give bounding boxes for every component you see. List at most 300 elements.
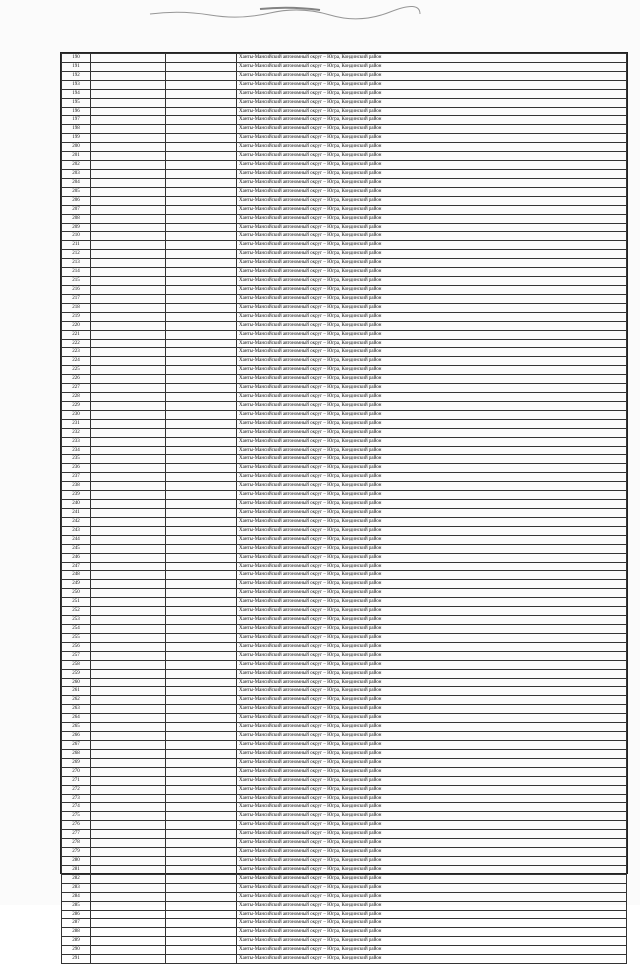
- address-cell: Ханты-Мансийский автономный округ – Югра, Кондинский район: [237, 848, 627, 857]
- cadastral-number-cell: [91, 259, 166, 268]
- row-number: 261: [62, 687, 91, 696]
- table-row: [62, 223, 627, 232]
- cadastral-number-cell: [166, 562, 237, 571]
- row-number: 279: [62, 848, 91, 857]
- table-row: [62, 169, 627, 178]
- cadastral-number-cell: [166, 419, 237, 428]
- address-cell: Ханты-Мансийский автономный округ – Югра, Кондинский район: [237, 723, 627, 732]
- address-cell: Ханты-Мансийский автономный округ – Югра, Кондинский район: [237, 446, 627, 455]
- address-cell: Ханты-Мансийский автономный округ – Югра, Кондинский район: [237, 107, 627, 116]
- address-cell: Ханты-Мансийский автономный округ – Югра, Кондинский район: [237, 196, 627, 205]
- address-cell: Ханты-Мансийский автономный округ – Югра, Кондинский район: [237, 312, 627, 321]
- table-row: [62, 107, 627, 116]
- cadastral-number-cell: [166, 393, 237, 402]
- table-row: [62, 205, 627, 214]
- row-number: 268: [62, 749, 91, 758]
- address-cell: Ханты-Мансийский автономный округ – Югра, Кондинский район: [237, 910, 627, 919]
- cadastral-number-cell: [91, 517, 166, 526]
- cadastral-number-cell: [91, 607, 166, 616]
- address-cell: Ханты-Мансийский автономный округ – Югра, Кондинский район: [237, 883, 627, 892]
- cadastral-number-cell: [166, 401, 237, 410]
- address-cell: Ханты-Мансийский автономный округ – Югра, Кондинский район: [237, 152, 627, 161]
- table-row: [62, 874, 627, 883]
- address-cell: Ханты-Мансийский автономный округ – Югра, Кондинский район: [237, 455, 627, 464]
- address-cell: Ханты-Мансийский автономный округ – Югра, Кондинский район: [237, 580, 627, 589]
- address-cell: Ханты-Мансийский автономный округ – Югра, Кондинский район: [237, 812, 627, 821]
- address-cell: Ханты-Мансийский автономный округ – Югра, Кондинский район: [237, 830, 627, 839]
- cadastral-number-cell: [91, 580, 166, 589]
- table-row: [62, 330, 627, 339]
- table-row: [62, 535, 627, 544]
- cadastral-number-cell: [166, 856, 237, 865]
- cadastral-number-cell: [166, 633, 237, 642]
- cadastral-number-cell: [91, 384, 166, 393]
- row-number: 207: [62, 205, 91, 214]
- cadastral-number-cell: [166, 517, 237, 526]
- cadastral-number-cell: [166, 812, 237, 821]
- cadastral-number-cell: [91, 633, 166, 642]
- cadastral-number-cell: [91, 785, 166, 794]
- cadastral-number-cell: [91, 500, 166, 509]
- row-number: 248: [62, 571, 91, 580]
- address-cell: Ханты-Мансийский автономный округ – Югра, Кондинский район: [237, 437, 627, 446]
- cadastral-number-cell: [166, 321, 237, 330]
- cadastral-number-cell: [91, 598, 166, 607]
- table-row: [62, 776, 627, 785]
- row-number: 193: [62, 80, 91, 89]
- address-cell: Ханты-Мансийский автономный округ – Югра, Кондинский район: [237, 937, 627, 946]
- cadastral-number-cell: [166, 848, 237, 857]
- address-cell: Ханты-Мансийский автономный округ – Югра, Кондинский район: [237, 919, 627, 928]
- row-number: 259: [62, 669, 91, 678]
- cadastral-number-cell: [166, 294, 237, 303]
- cadastral-number-cell: [91, 241, 166, 250]
- table-row: [62, 705, 627, 714]
- row-number: 198: [62, 125, 91, 134]
- cadastral-number-cell: [166, 375, 237, 384]
- cadastral-number-cell: [166, 821, 237, 830]
- cadastral-number-cell: [166, 366, 237, 375]
- table-row: [62, 277, 627, 286]
- cadastral-number-cell: [91, 375, 166, 384]
- table-row: [62, 89, 627, 98]
- address-cell: Ханты-Мансийский автономный округ – Югра, Кондинский район: [237, 562, 627, 571]
- row-number: 253: [62, 616, 91, 625]
- table-row: [62, 116, 627, 125]
- table-row: [62, 366, 627, 375]
- address-cell: Ханты-Мансийский автономный округ – Югра, Кондинский район: [237, 740, 627, 749]
- cadastral-number-cell: [166, 410, 237, 419]
- cadastral-number-cell: [91, 732, 166, 741]
- table-row: [62, 473, 627, 482]
- cadastral-number-cell: [91, 366, 166, 375]
- cadastral-number-cell: [91, 544, 166, 553]
- cadastral-number-cell: [91, 625, 166, 634]
- table-row: [62, 357, 627, 366]
- cadastral-number-cell: [166, 785, 237, 794]
- cadastral-number-cell: [166, 678, 237, 687]
- row-number: 210: [62, 232, 91, 241]
- cadastral-number-cell: [166, 339, 237, 348]
- table-row: [62, 723, 627, 732]
- table-row: [62, 187, 627, 196]
- address-cell: Ханты-Мансийский автономный округ – Югра, Кондинский район: [237, 401, 627, 410]
- cadastral-number-cell: [91, 232, 166, 241]
- cadastral-number-cell: [166, 580, 237, 589]
- cadastral-number-cell: [91, 214, 166, 223]
- table-row: [62, 696, 627, 705]
- row-number: 234: [62, 446, 91, 455]
- row-number: 203: [62, 169, 91, 178]
- address-cell: Ханты-Мансийский автономный округ – Югра, Кондинский район: [237, 874, 627, 883]
- cadastral-number-cell: [166, 330, 237, 339]
- cadastral-number-cell: [166, 196, 237, 205]
- cadastral-number-cell: [166, 625, 237, 634]
- cadastral-number-cell: [166, 705, 237, 714]
- address-cell: Ханты-Мансийский автономный округ – Югра, Кондинский район: [237, 794, 627, 803]
- table-row: [62, 384, 627, 393]
- cadastral-number-cell: [91, 669, 166, 678]
- address-cell: Ханты-Мансийский автономный округ – Югра, Кондинский район: [237, 642, 627, 651]
- table-row: [62, 125, 627, 134]
- address-cell: Ханты-Мансийский автономный округ – Югра, Кондинский район: [237, 758, 627, 767]
- cadastral-number-cell: [166, 571, 237, 580]
- cadastral-number-cell: [91, 277, 166, 286]
- cadastral-number-cell: [91, 562, 166, 571]
- table-row: [62, 294, 627, 303]
- row-number: 232: [62, 428, 91, 437]
- row-number: 286: [62, 910, 91, 919]
- cadastral-number-cell: [91, 642, 166, 651]
- row-number: 217: [62, 294, 91, 303]
- row-number: 267: [62, 740, 91, 749]
- table-row: [62, 303, 627, 312]
- cadastral-number-cell: [166, 696, 237, 705]
- cadastral-number-cell: [166, 89, 237, 98]
- address-cell: Ханты-Мансийский автономный округ – Югра, Кондинский район: [237, 205, 627, 214]
- table-row: [62, 62, 627, 71]
- address-cell: Ханты-Мансийский автономный округ – Югра, Кондинский район: [237, 116, 627, 125]
- table-row: [62, 71, 627, 80]
- row-number: 255: [62, 633, 91, 642]
- address-cell: Ханты-Мансийский автономный округ – Югра, Кондинский район: [237, 375, 627, 384]
- cadastral-number-cell: [166, 464, 237, 473]
- cadastral-number-cell: [166, 357, 237, 366]
- row-number: 206: [62, 196, 91, 205]
- row-number: 218: [62, 303, 91, 312]
- row-number: 238: [62, 482, 91, 491]
- scan-artifact: [150, 6, 420, 20]
- row-number: 280: [62, 856, 91, 865]
- row-number: 209: [62, 223, 91, 232]
- address-cell: Ханты-Мансийский автономный округ – Югра, Кондинский район: [237, 473, 627, 482]
- address-cell: Ханты-Мансийский автономный округ – Югра, Кондинский район: [237, 651, 627, 660]
- row-number: 227: [62, 384, 91, 393]
- address-cell: Ханты-Мансийский автономный округ – Югра, Кондинский район: [237, 419, 627, 428]
- row-number: 290: [62, 946, 91, 955]
- row-number: 246: [62, 553, 91, 562]
- table-row: [62, 553, 627, 562]
- cadastral-number-cell: [91, 928, 166, 937]
- table-row: [62, 580, 627, 589]
- cadastral-number-cell: [91, 205, 166, 214]
- cadastral-number-cell: [166, 732, 237, 741]
- row-number: 220: [62, 321, 91, 330]
- cadastral-number-cell: [91, 553, 166, 562]
- cadastral-number-cell: [91, 848, 166, 857]
- table-row: [62, 500, 627, 509]
- table-row: [62, 848, 627, 857]
- table-row: [62, 794, 627, 803]
- address-cell: Ханты-Мансийский автономный округ – Югра, Кондинский район: [237, 393, 627, 402]
- row-number: 228: [62, 393, 91, 402]
- address-cell: Ханты-Мансийский автономный округ – Югра, Кондинский район: [237, 321, 627, 330]
- cadastral-number-cell: [166, 794, 237, 803]
- address-cell: Ханты-Мансийский автономный округ – Югра, Кондинский район: [237, 268, 627, 277]
- address-cell: Ханты-Мансийский автономный округ – Югра, Кондинский район: [237, 553, 627, 562]
- cadastral-number-cell: [166, 589, 237, 598]
- address-cell: Ханты-Мансийский автономный округ – Югра, Кондинский район: [237, 366, 627, 375]
- table-row: [62, 232, 627, 241]
- row-number: 219: [62, 312, 91, 321]
- table-row: [62, 509, 627, 518]
- row-number: 239: [62, 491, 91, 500]
- cadastral-number-cell: [166, 616, 237, 625]
- cadastral-number-cell: [166, 259, 237, 268]
- row-number: 231: [62, 419, 91, 428]
- cadastral-number-cell: [91, 839, 166, 848]
- address-cell: Ханты-Мансийский автономный округ – Югра, Кондинский район: [237, 598, 627, 607]
- table-row: [62, 651, 627, 660]
- row-number: 222: [62, 339, 91, 348]
- row-number: 216: [62, 285, 91, 294]
- cadastral-number-cell: [166, 437, 237, 446]
- address-cell: Ханты-Мансийский автономный округ – Югра, Кондинский район: [237, 241, 627, 250]
- row-number: 275: [62, 812, 91, 821]
- address-cell: Ханты-Мансийский автономный округ – Югра, Кондинский район: [237, 892, 627, 901]
- row-number: 202: [62, 161, 91, 170]
- address-cell: Ханты-Мансийский автономный округ – Югра, Кондинский район: [237, 303, 627, 312]
- cadastral-number-cell: [91, 98, 166, 107]
- row-number: 208: [62, 214, 91, 223]
- cadastral-number-cell: [166, 152, 237, 161]
- row-number: 224: [62, 357, 91, 366]
- cadastral-number-cell: [166, 723, 237, 732]
- row-number: 284: [62, 892, 91, 901]
- table-row: [62, 892, 627, 901]
- address-cell: Ханты-Мансийский автономный округ – Югра, Кондинский район: [237, 607, 627, 616]
- cadastral-number-cell: [91, 312, 166, 321]
- cadastral-number-cell: [166, 125, 237, 134]
- row-number: 262: [62, 696, 91, 705]
- table-row: [62, 821, 627, 830]
- cadastral-number-cell: [166, 776, 237, 785]
- table-row: [62, 910, 627, 919]
- cadastral-number-cell: [166, 740, 237, 749]
- table-row: [62, 446, 627, 455]
- cadastral-number-cell: [166, 277, 237, 286]
- row-number: 260: [62, 678, 91, 687]
- row-number: 247: [62, 562, 91, 571]
- cadastral-number-cell: [91, 348, 166, 357]
- row-number: 243: [62, 526, 91, 535]
- address-cell: Ханты-Мансийский автономный округ – Югра, Кондинский район: [237, 384, 627, 393]
- table-row: [62, 856, 627, 865]
- row-number: 204: [62, 178, 91, 187]
- cadastral-number-cell: [91, 169, 166, 178]
- cadastral-number-cell: [166, 901, 237, 910]
- row-number: 265: [62, 723, 91, 732]
- table-row: [62, 491, 627, 500]
- cadastral-number-cell: [91, 268, 166, 277]
- row-number: 256: [62, 642, 91, 651]
- table-row: [62, 517, 627, 526]
- cadastral-number-cell: [166, 455, 237, 464]
- address-cell: Ханты-Мансийский автономный округ – Югра, Кондинский район: [237, 125, 627, 134]
- address-cell: Ханты-Мансийский автономный округ – Югра, Кондинский район: [237, 732, 627, 741]
- row-number: 273: [62, 794, 91, 803]
- cadastral-number-cell: [91, 526, 166, 535]
- row-number: 288: [62, 928, 91, 937]
- cadastral-number-cell: [91, 410, 166, 419]
- cadastral-number-cell: [91, 152, 166, 161]
- cadastral-number-cell: [91, 705, 166, 714]
- table-row: [62, 812, 627, 821]
- table-row: [62, 749, 627, 758]
- address-cell: Ханты-Мансийский автономный округ – Югра, Кондинский район: [237, 491, 627, 500]
- cadastral-number-cell: [166, 71, 237, 80]
- address-cell: Ханты-Мансийский автономный округ – Югра, Кондинский район: [237, 714, 627, 723]
- table-row: [62, 785, 627, 794]
- address-cell: Ханты-Мансийский автономный округ – Югра, Кондинский район: [237, 285, 627, 294]
- address-cell: Ханты-Мансийский автономный округ – Югра, Кондинский район: [237, 169, 627, 178]
- address-cell: Ханты-Мансийский автономный округ – Югра, Кондинский район: [237, 277, 627, 286]
- row-number: 211: [62, 241, 91, 250]
- table-row: [62, 428, 627, 437]
- row-number: 291: [62, 955, 91, 964]
- address-cell: Ханты-Мансийский автономный округ – Югра, Кондинский район: [237, 161, 627, 170]
- address-cell: Ханты-Мансийский автономный округ – Югра, Кондинский район: [237, 749, 627, 758]
- address-cell: Ханты-Мансийский автономный округ – Югра, Кондинский район: [237, 187, 627, 196]
- cadastral-number-cell: [91, 758, 166, 767]
- address-cell: Ханты-Мансийский автономный округ – Югра, Кондинский район: [237, 821, 627, 830]
- row-number: 245: [62, 544, 91, 553]
- cadastral-number-cell: [166, 937, 237, 946]
- cadastral-number-cell: [91, 294, 166, 303]
- table-row: [62, 410, 627, 419]
- table-row: [62, 946, 627, 955]
- cadastral-number-cell: [91, 116, 166, 125]
- row-number: 195: [62, 98, 91, 107]
- address-cell: Ханты-Мансийский автономный округ – Югра, Кондинский район: [237, 544, 627, 553]
- table-row: [62, 214, 627, 223]
- cadastral-number-cell: [166, 214, 237, 223]
- row-number: 241: [62, 509, 91, 518]
- cadastral-number-cell: [166, 143, 237, 152]
- cadastral-number-cell: [91, 437, 166, 446]
- cadastral-number-cell: [166, 607, 237, 616]
- cadastral-number-cell: [91, 830, 166, 839]
- address-cell: Ханты-Мансийский автономный округ – Югра, Кондинский район: [237, 803, 627, 812]
- table-row: [62, 348, 627, 357]
- cadastral-number-cell: [91, 134, 166, 143]
- address-cell: Ханты-Мансийский автономный округ – Югра, Кондинский район: [237, 62, 627, 71]
- cadastral-number-cell: [91, 749, 166, 758]
- table-row: [62, 767, 627, 776]
- row-number: 229: [62, 401, 91, 410]
- table-row: [62, 669, 627, 678]
- table-row: [62, 134, 627, 143]
- cadastral-number-cell: [91, 187, 166, 196]
- address-cell: Ханты-Мансийский автономный округ – Югра, Кондинский район: [237, 687, 627, 696]
- cadastral-number-cell: [91, 54, 166, 63]
- cadastral-number-cell: [166, 348, 237, 357]
- address-cell: Ханты-Мансийский автономный округ – Югра, Кондинский район: [237, 482, 627, 491]
- cadastral-number-cell: [166, 651, 237, 660]
- row-number: 272: [62, 785, 91, 794]
- registry-rows: [62, 54, 627, 964]
- row-number: 205: [62, 187, 91, 196]
- row-number: 270: [62, 767, 91, 776]
- cadastral-number-cell: [166, 526, 237, 535]
- cadastral-number-cell: [91, 803, 166, 812]
- cadastral-number-cell: [91, 589, 166, 598]
- cadastral-number-cell: [166, 955, 237, 964]
- cadastral-number-cell: [91, 723, 166, 732]
- address-cell: Ханты-Мансийский автономный округ – Югра, Кондинский район: [237, 250, 627, 259]
- cadastral-number-cell: [91, 678, 166, 687]
- address-cell: Ханты-Мансийский автономный округ – Югра, Кондинский район: [237, 428, 627, 437]
- address-cell: Ханты-Мансийский автономный округ – Югра, Кондинский район: [237, 633, 627, 642]
- cadastral-number-cell: [166, 830, 237, 839]
- cadastral-number-cell: [91, 865, 166, 874]
- row-number: 269: [62, 758, 91, 767]
- row-number: 249: [62, 580, 91, 589]
- row-number: 252: [62, 607, 91, 616]
- cadastral-number-cell: [166, 241, 237, 250]
- cadastral-number-cell: [91, 223, 166, 232]
- cadastral-number-cell: [91, 71, 166, 80]
- registry-table: [60, 52, 628, 962]
- cadastral-number-cell: [91, 767, 166, 776]
- row-number: 237: [62, 473, 91, 482]
- address-cell: Ханты-Мансийский автономный округ – Югра, Кондинский район: [237, 955, 627, 964]
- address-cell: Ханты-Мансийский автономный округ – Югра, Кондинский район: [237, 89, 627, 98]
- cadastral-number-cell: [91, 491, 166, 500]
- cadastral-number-cell: [91, 937, 166, 946]
- row-number: 257: [62, 651, 91, 660]
- cadastral-number-cell: [166, 660, 237, 669]
- cadastral-number-cell: [166, 482, 237, 491]
- cadastral-number-cell: [166, 285, 237, 294]
- table-row: [62, 598, 627, 607]
- address-cell: Ханты-Мансийский автономный округ – Югра, Кондинский район: [237, 98, 627, 107]
- address-cell: Ханты-Мансийский автономный округ – Югра, Кондинский район: [237, 259, 627, 268]
- cadastral-number-cell: [166, 384, 237, 393]
- cadastral-number-cell: [166, 767, 237, 776]
- row-number: 263: [62, 705, 91, 714]
- cadastral-number-cell: [166, 928, 237, 937]
- address-cell: Ханты-Мансийский автономный округ – Югра, Кондинский район: [237, 348, 627, 357]
- table-row: [62, 607, 627, 616]
- cadastral-number-cell: [166, 535, 237, 544]
- table-row: [62, 562, 627, 571]
- cadastral-number-cell: [166, 232, 237, 241]
- cadastral-number-cell: [166, 910, 237, 919]
- cadastral-number-cell: [91, 80, 166, 89]
- table-row: [62, 268, 627, 277]
- table-row: [62, 437, 627, 446]
